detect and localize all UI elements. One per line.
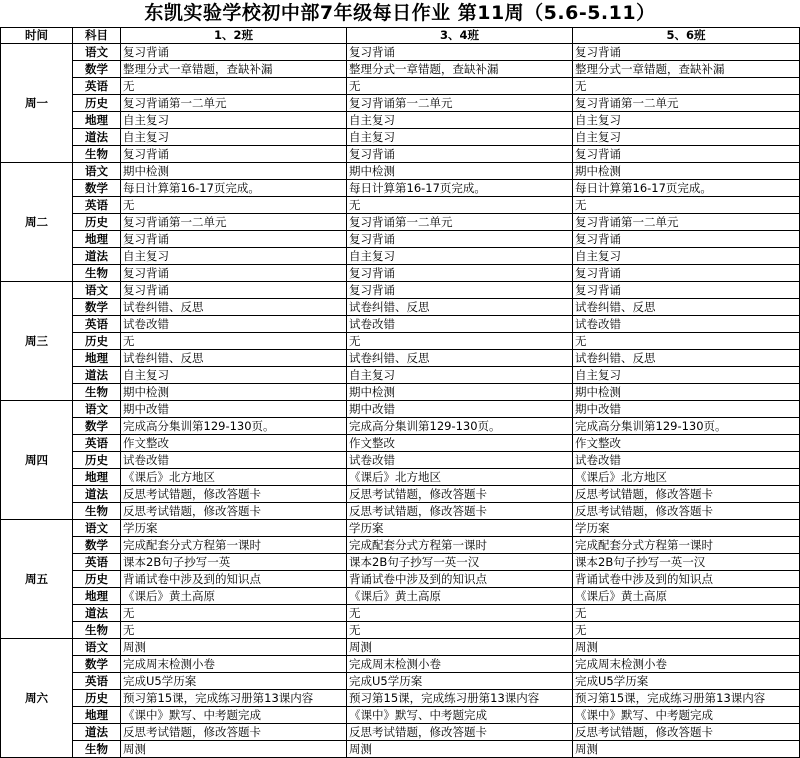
homework-cell: 《课后》黄土高原 xyxy=(573,588,800,605)
homework-cell: 《课后》北方地区 xyxy=(121,469,347,486)
page-title: 东凯实验学校初中部7年级每日作业 第11周（5.6-5.11） xyxy=(144,2,656,24)
homework-cell: 试卷改错 xyxy=(347,316,573,333)
homework-cell: 自主复习 xyxy=(573,129,800,146)
table-row xyxy=(1,299,800,316)
homework-cell: 复习背诵 xyxy=(573,44,800,61)
homework-cell: 自主复习 xyxy=(347,129,573,146)
homework-cell: 完成U5学历案 xyxy=(121,673,347,690)
subject-label: 历史 xyxy=(73,95,121,112)
homework-cell: 课本2B句子抄写一英一汉 xyxy=(573,554,800,571)
homework-cell: 自主复习 xyxy=(121,367,347,384)
homework-cell: 完成高分集训第129-130页。 xyxy=(573,418,800,435)
table-row xyxy=(1,316,800,333)
table-row xyxy=(1,401,800,418)
homework-cell: 复习背诵 xyxy=(121,231,347,248)
homework-cell: 自主复习 xyxy=(573,367,800,384)
homework-cell: 反思考试错题，修改答题卡 xyxy=(573,486,800,503)
homework-cell: 完成周末检测小卷 xyxy=(573,656,800,673)
homework-cell: 试卷改错 xyxy=(121,452,347,469)
subject-label: 地理 xyxy=(73,469,121,486)
subject-label: 语文 xyxy=(73,401,121,418)
homework-cell: 试卷改错 xyxy=(573,316,800,333)
homework-cell: 学历案 xyxy=(573,520,800,537)
table-row xyxy=(1,724,800,741)
homework-cell: 反思考试错题，修改答题卡 xyxy=(121,486,347,503)
homework-cell: 无 xyxy=(573,333,800,350)
homework-cell: 学历案 xyxy=(121,520,347,537)
table-row xyxy=(1,469,800,486)
homework-cell: 背诵试卷中涉及到的知识点 xyxy=(573,571,800,588)
homework-cell: 反思考试错题，修改答题卡 xyxy=(347,503,573,520)
homework-cell: 试卷纠错、反思 xyxy=(121,350,347,367)
subject-label: 数学 xyxy=(73,418,121,435)
homework-cell: 课本2B句子抄写一英一汉 xyxy=(347,554,573,571)
homework-cell: 复习背诵 xyxy=(573,282,800,299)
homework-cell: 每日计算第16-17页完成。 xyxy=(121,180,347,197)
subject-label: 道法 xyxy=(73,605,121,622)
subject-label: 语文 xyxy=(73,282,121,299)
subject-label: 英语 xyxy=(73,673,121,690)
table-row xyxy=(1,231,800,248)
subject-label: 语文 xyxy=(73,163,121,180)
subject-label: 数学 xyxy=(73,656,121,673)
homework-cell: 作文整改 xyxy=(573,435,800,452)
homework-cell: 复习背诵第一二单元 xyxy=(573,95,800,112)
homework-cell: 无 xyxy=(121,197,347,214)
homework-cell: 期中检测 xyxy=(121,384,347,401)
homework-cell: 试卷纠错、反思 xyxy=(573,350,800,367)
table-row xyxy=(1,622,800,639)
table-row xyxy=(1,690,800,707)
homework-cell: 复习背诵第一二单元 xyxy=(121,214,347,231)
homework-table xyxy=(0,27,800,758)
homework-cell: 周测 xyxy=(573,639,800,656)
homework-cell: 反思考试错题，修改答题卡 xyxy=(573,724,800,741)
homework-cell: 周测 xyxy=(347,639,573,656)
homework-cell: 期中检测 xyxy=(347,163,573,180)
homework-cell: 自主复习 xyxy=(347,248,573,265)
homework-cell: 周测 xyxy=(121,639,347,656)
table-row xyxy=(1,707,800,724)
homework-cell: 复习背诵 xyxy=(121,44,347,61)
subject-label: 道法 xyxy=(73,129,121,146)
table-row xyxy=(1,265,800,282)
table-row xyxy=(1,197,800,214)
homework-cell: 周测 xyxy=(347,741,573,758)
homework-cell: 试卷改错 xyxy=(573,452,800,469)
table-row xyxy=(1,656,800,673)
homework-cell: 复习背诵 xyxy=(121,265,347,282)
homework-cell: 反思考试错题，修改答题卡 xyxy=(121,503,347,520)
table-row xyxy=(1,384,800,401)
subject-label: 数学 xyxy=(73,299,121,316)
subject-label: 语文 xyxy=(73,639,121,656)
table-row xyxy=(1,673,800,690)
homework-cell: 反思考试错题，修改答题卡 xyxy=(347,486,573,503)
table-row xyxy=(1,214,800,231)
homework-cell: 复习背诵 xyxy=(347,231,573,248)
table-row xyxy=(1,452,800,469)
homework-cell: 反思考试错题，修改答题卡 xyxy=(573,503,800,520)
homework-cell: 预习第15课，完成练习册第13课内容 xyxy=(573,690,800,707)
table-row xyxy=(1,554,800,571)
subject-label: 数学 xyxy=(73,61,121,78)
day-label: 周三 xyxy=(1,282,73,401)
table-row xyxy=(1,367,800,384)
table-row xyxy=(1,435,800,452)
subject-label: 英语 xyxy=(73,197,121,214)
subject-label: 历史 xyxy=(73,214,121,231)
homework-cell: 作文整改 xyxy=(347,435,573,452)
homework-cell: 复习背诵 xyxy=(347,146,573,163)
subject-label: 数学 xyxy=(73,180,121,197)
homework-cell: 完成高分集训第129-130页。 xyxy=(121,418,347,435)
table-row xyxy=(1,741,800,758)
table-row xyxy=(1,61,800,78)
homework-cell: 无 xyxy=(347,197,573,214)
subject-label: 地理 xyxy=(73,707,121,724)
subject-label: 数学 xyxy=(73,537,121,554)
homework-cell: 周测 xyxy=(573,741,800,758)
homework-cell: 无 xyxy=(347,605,573,622)
header-class-1-2: 1、2班 xyxy=(121,28,347,44)
homework-cell: 每日计算第16-17页完成。 xyxy=(347,180,573,197)
table-row xyxy=(1,571,800,588)
homework-cell: 试卷纠错、反思 xyxy=(347,350,573,367)
homework-cell: 无 xyxy=(121,78,347,95)
homework-cell: 背诵试卷中涉及到的知识点 xyxy=(347,571,573,588)
homework-cell: 背诵试卷中涉及到的知识点 xyxy=(121,571,347,588)
table-row xyxy=(1,44,800,61)
homework-cell: 完成配套分式方程第一课时 xyxy=(347,537,573,554)
homework-cell: 完成周末检测小卷 xyxy=(121,656,347,673)
table-row xyxy=(1,503,800,520)
table-row xyxy=(1,78,800,95)
homework-cell: 整理分式一章错题，查缺补漏 xyxy=(573,61,800,78)
homework-cell: 《课后》黄土高原 xyxy=(121,588,347,605)
table-row xyxy=(1,129,800,146)
homework-cell: 复习背诵 xyxy=(573,146,800,163)
subject-label: 地理 xyxy=(73,588,121,605)
subject-label: 英语 xyxy=(73,435,121,452)
table-row xyxy=(1,180,800,197)
header-time: 时间 xyxy=(1,28,73,44)
table-row xyxy=(1,537,800,554)
subject-label: 生物 xyxy=(73,146,121,163)
homework-cell: 完成周末检测小卷 xyxy=(347,656,573,673)
table-row xyxy=(1,486,800,503)
homework-cell: 《课中》默写、中考题完成 xyxy=(121,707,347,724)
homework-cell: 无 xyxy=(121,333,347,350)
table-row xyxy=(1,588,800,605)
homework-cell: 复习背诵 xyxy=(347,44,573,61)
homework-cell: 《课中》默写、中考题完成 xyxy=(573,707,800,724)
table-row xyxy=(1,163,800,180)
homework-cell: 完成U5学历案 xyxy=(347,673,573,690)
subject-label: 历史 xyxy=(73,571,121,588)
homework-cell: 整理分式一章错题，查缺补漏 xyxy=(121,61,347,78)
homework-cell: 期中检测 xyxy=(347,384,573,401)
subject-label: 生物 xyxy=(73,741,121,758)
homework-cell: 预习第15课，完成练习册第13课内容 xyxy=(121,690,347,707)
day-label: 周五 xyxy=(1,520,73,639)
homework-cell: 期中改错 xyxy=(573,401,800,418)
day-label: 周四 xyxy=(1,401,73,520)
subject-label: 历史 xyxy=(73,333,121,350)
homework-cell: 反思考试错题，修改答题卡 xyxy=(121,724,347,741)
header-class-3-4: 3、4班 xyxy=(347,28,573,44)
homework-cell: 完成高分集训第129-130页。 xyxy=(347,418,573,435)
homework-cell: 试卷改错 xyxy=(121,316,347,333)
subject-label: 生物 xyxy=(73,503,121,520)
homework-cell: 自主复习 xyxy=(121,248,347,265)
homework-cell: 期中检测 xyxy=(573,384,800,401)
homework-cell: 复习背诵 xyxy=(573,231,800,248)
homework-cell: 自主复习 xyxy=(573,112,800,129)
homework-cell: 复习背诵第一二单元 xyxy=(347,214,573,231)
homework-cell: 复习背诵第一二单元 xyxy=(573,214,800,231)
homework-cell: 预习第15课，完成练习册第13课内容 xyxy=(347,690,573,707)
homework-cell: 无 xyxy=(347,333,573,350)
homework-cell: 完成配套分式方程第一课时 xyxy=(573,537,800,554)
day-label: 周二 xyxy=(1,163,73,282)
table-row xyxy=(1,350,800,367)
homework-cell: 试卷纠错、反思 xyxy=(347,299,573,316)
subject-label: 历史 xyxy=(73,690,121,707)
homework-cell: 完成配套分式方程第一课时 xyxy=(121,537,347,554)
subject-label: 地理 xyxy=(73,112,121,129)
subject-label: 历史 xyxy=(73,452,121,469)
homework-cell: 自主复习 xyxy=(121,112,347,129)
subject-label: 生物 xyxy=(73,265,121,282)
homework-cell: 作文整改 xyxy=(121,435,347,452)
table-row xyxy=(1,639,800,656)
table-row xyxy=(1,146,800,163)
homework-cell: 反思考试错题，修改答题卡 xyxy=(347,724,573,741)
homework-cell: 整理分式一章错题，查缺补漏 xyxy=(347,61,573,78)
homework-cell: 复习背诵 xyxy=(121,282,347,299)
homework-cell: 试卷纠错、反思 xyxy=(573,299,800,316)
subject-label: 生物 xyxy=(73,622,121,639)
homework-cell: 复习背诵 xyxy=(121,146,347,163)
homework-cell: 复习背诵第一二单元 xyxy=(347,95,573,112)
homework-cell: 无 xyxy=(573,622,800,639)
subject-label: 道法 xyxy=(73,724,121,741)
homework-cell: 每日计算第16-17页完成。 xyxy=(573,180,800,197)
table-row xyxy=(1,282,800,299)
subject-label: 英语 xyxy=(73,78,121,95)
homework-cell: 无 xyxy=(121,605,347,622)
homework-cell: 复习背诵 xyxy=(347,265,573,282)
homework-cell: 自主复习 xyxy=(347,367,573,384)
day-label: 周一 xyxy=(1,44,73,163)
table-row xyxy=(1,112,800,129)
subject-label: 英语 xyxy=(73,554,121,571)
header-row xyxy=(1,28,800,44)
homework-cell: 期中改错 xyxy=(121,401,347,418)
table-body xyxy=(1,44,800,758)
homework-cell: 期中检测 xyxy=(573,163,800,180)
subject-label: 道法 xyxy=(73,367,121,384)
subject-label: 道法 xyxy=(73,248,121,265)
homework-cell: 无 xyxy=(573,197,800,214)
subject-label: 英语 xyxy=(73,316,121,333)
homework-cell: 自主复习 xyxy=(573,248,800,265)
table-row xyxy=(1,418,800,435)
header-class-5-6: 5、6班 xyxy=(573,28,800,44)
homework-cell: 无 xyxy=(347,78,573,95)
table-row xyxy=(1,248,800,265)
header-subject: 科目 xyxy=(73,28,121,44)
table-row xyxy=(1,605,800,622)
homework-cell: 周测 xyxy=(121,741,347,758)
homework-cell: 无 xyxy=(347,622,573,639)
homework-cell: 复习背诵 xyxy=(573,265,800,282)
homework-cell: 《课中》默写、中考题完成 xyxy=(347,707,573,724)
homework-cell: 课本2B句子抄写一英 xyxy=(121,554,347,571)
subject-label: 地理 xyxy=(73,350,121,367)
table-row xyxy=(1,520,800,537)
homework-cell: 期中检测 xyxy=(121,163,347,180)
homework-cell: 《课后》北方地区 xyxy=(573,469,800,486)
homework-cell: 试卷改错 xyxy=(347,452,573,469)
homework-cell: 复习背诵第一二单元 xyxy=(121,95,347,112)
subject-label: 生物 xyxy=(73,384,121,401)
subject-label: 地理 xyxy=(73,231,121,248)
homework-cell: 学历案 xyxy=(347,520,573,537)
subject-label: 道法 xyxy=(73,486,121,503)
homework-cell: 无 xyxy=(121,622,347,639)
homework-cell: 期中改错 xyxy=(347,401,573,418)
table-row xyxy=(1,333,800,350)
homework-cell: 无 xyxy=(573,605,800,622)
homework-cell: 试卷纠错、反思 xyxy=(121,299,347,316)
homework-cell: 自主复习 xyxy=(121,129,347,146)
subject-label: 语文 xyxy=(73,520,121,537)
homework-cell: 复习背诵 xyxy=(347,282,573,299)
homework-cell: 完成U5学历案 xyxy=(573,673,800,690)
day-label: 周六 xyxy=(1,639,73,758)
table-row xyxy=(1,95,800,112)
homework-cell: 《课后》黄土高原 xyxy=(347,588,573,605)
homework-cell: 《课后》北方地区 xyxy=(347,469,573,486)
homework-cell: 自主复习 xyxy=(347,112,573,129)
homework-cell: 无 xyxy=(573,78,800,95)
subject-label: 语文 xyxy=(73,44,121,61)
